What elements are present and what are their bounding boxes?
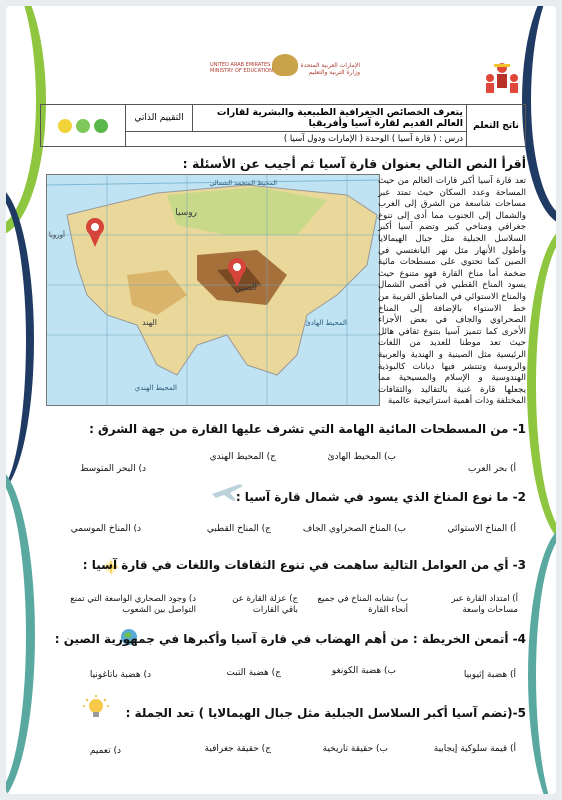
map-label-china: الصين [234,283,257,293]
map-label-pacific: المحيط الهادئ [305,319,347,327]
self-assessment-faces[interactable] [41,105,126,147]
q2-option-b[interactable]: ب) المناخ الصحراوي الجاف [302,524,406,534]
q4-option-b[interactable]: ب) هضبة الكونغو [331,666,396,676]
learners-icon [484,60,520,96]
question-3: 3- أي من العوامل التالية ساهمت في تنوع الثقافات واللغات في قارة آسيا : [82,558,526,572]
q3-option-a[interactable]: أ) امتداد القارة عبر مساحات واسعة [451,594,518,615]
asia-map-graphic [47,175,379,405]
self-assessment-label: التقييم الذاتي [126,105,193,132]
q2-option-d[interactable]: د) المناخ الموسمي [70,524,141,534]
decor-stripe-left-teal [6,466,35,794]
decor-stripe-right-navy [522,6,556,225]
question-2: 2- ما نوع المناخ الذي يسود في شمال قارة آسيا : [235,490,526,504]
sad-face-icon[interactable] [58,119,72,133]
learning-outcome-text: يتعرف الخصائص الجغرافية الطبيعية والبشرية لقارات العالم القديم لقارة آسيا وأفريقيا [193,105,467,132]
q5-option-d[interactable]: د) تعميم [89,746,121,756]
decor-stripe-left-navy [6,186,34,494]
q4-option-c[interactable]: ج) هضبة التبت [226,668,281,678]
ministry-name-ar: الإمارات العربية المتحدة وزارة التربية والتعليم [300,62,360,76]
map-label-indian-ocean: المحيط الهندي [134,384,177,392]
happy-face-icon[interactable] [94,119,108,133]
q1-option-d[interactable]: د) البحر المتوسط [80,464,146,474]
asia-map [46,174,380,406]
q5-option-b[interactable]: ب) حقيقة تاريخية [322,744,388,754]
q5-option-c[interactable]: ج) حقيقة جغرافية [204,744,271,754]
ministry-header [210,54,360,76]
q2-option-a[interactable]: أ) المناخ الاستوائي [447,524,516,534]
decor-stripe-right-teal [528,526,556,794]
question-1: 1- من المسطحات المائية الهامة التي تشرف عليها القارة من جهة الشرق : [89,422,526,436]
q3-option-b[interactable]: ب) تشابه المناخ في جميع أنحاء القارة [317,594,408,615]
lesson-info: درس : ( قارة آسيا ) الوحدة ( الإمارات ودول آسيا ) [126,132,467,147]
q1-option-a[interactable]: أ) بحر العرب [467,464,516,474]
q2-option-c[interactable]: ج) المناخ القطبي [206,524,271,534]
learning-outcome-label: ناتج التعلم [467,105,526,147]
q1-option-c[interactable]: ج) المحيط الهندي [209,452,276,462]
map-label-arctic: المحيط المتجمد الشمالي [209,179,277,187]
q3-option-d[interactable]: د) وجود الصحاري الواسعة التي تمنع التواصل بين الشعوب [70,594,196,615]
q5-option-a[interactable]: أ) قيمة سلوكية إيجابية [433,744,516,754]
q3-option-c[interactable]: ج) عزلة القارة عن باقي القارات [232,594,298,615]
q1-option-b[interactable]: ب) المحيط الهادئ [327,452,396,462]
decor-stripe-right-green [527,226,556,544]
reading-title: أقرأ النص التالي بعنوان قارة آسيا ثم أجيب عن الأسئلة : [182,156,526,171]
q4-option-d[interactable]: د) هضبة باتاغونيا [89,670,151,680]
objective-table [40,104,526,147]
ministry-name-en: UNITED ARAB EMIRATES MINISTRY OF EDUCATION [210,62,273,74]
map-label-europe: أوروبا [48,231,65,239]
question-4: 4- أتمعن الخريطة : من أهم الهضاب في قارة آسيا وأكبرها في جمهورية الصين : [54,632,526,646]
map-label-russia: روسيا [175,208,197,218]
question-5: 5-(تضم آسيا أكبر السلاسل الجبلية مثل جبال الهيمالايا ) تعد الجملة : [125,706,526,720]
worksheet-page [6,6,556,794]
q4-option-a[interactable]: أ) هضبة إثيوبيا [463,670,516,680]
reading-paragraph: تعد قارة آسيا أكبر قارات العالم من حيث المساحة وعدد السكان حيث تمتد عبر مساحات شاسعة من الشرق إلى الغرب والشمال إلى الجنوب مما أدى إلى تنوع جغرافي ومناخي كبير وتضم آسيا أكبر السلاسل الجبلية مثل جبال الهيمالايا وأطول الأنهار مثل نهر اليانغتسي في الصين كما تحتوي على مسطحات مائية ضخمة أما مناخ القارة فهو متنوع حيث يسود المناخ القطبي في أقصى الشمال والمناخ الاستوائي في المناطق القريبة من خط الاستواء بالإضافة إلى المناخ الصحراوي والجاف في بعض الأجزاء الأخرى كما تتميز آسيا بتنوع ثقافي هائل حيث تعد موطنا للعديد من اللغات الرئيسية مثل الصينية و الهندية والعربية والروسية وتنتشر فيها ديانات كالبوذية الهندوسية و الإسلام والمسيحية مما يجعلها قارة غنية بالتقاليد والثقافات المختلفة وذات أهمية استراتيجية عالمية [378,176,526,407]
map-label-india: الهند [142,318,157,327]
neutral-face-icon[interactable] [76,119,90,133]
